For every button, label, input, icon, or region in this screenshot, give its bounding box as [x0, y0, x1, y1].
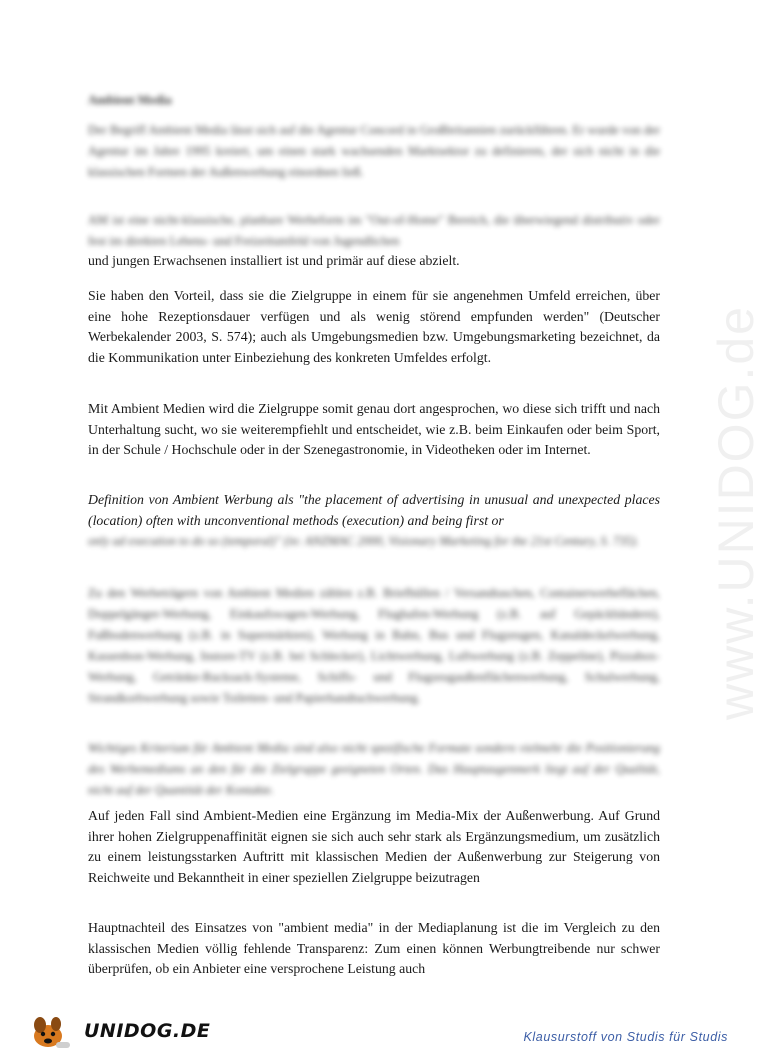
paragraph-4: Mit Ambient Medien wird die Zielgruppe somit genau dort angesprochen, wo diese sich trifft und nach Unterhaltung sucht, wo sie weiterempfiehlt und entscheidet, wie z.B. beim Einkaufen oder beim Sport, in der Schule / Hochschule oder in der Szenegastronomie, in Videotheken oder im Internet. — [88, 401, 660, 458]
dog-icon — [26, 1012, 86, 1052]
paragraph-3: Sie haben den Vorteil, dass sie die Zielgruppe in einem für sie angenehmen Umfeld erreichen, über eine hohe Rezeptionsdauer verfügen und als wenig störend empfunden werden" (Deutscher Werbekalender 2003, S. 574); auch als Umgebungsmedien bzw. Umgebungsmarketing bezeichnet, da die Kommunikation unter Einbeziehung des konkreten Umfeldes erfolgt. — [88, 288, 660, 365]
paragraph-text: Zu den Werbeträgern von Ambient Medien zählen z.B. Briefhüllen / Versandtaschen, Containerwerbeflächen, Doppelgänger-Werbung, Einkaufswagen-Werbung, Flughafen-Werbung (z.B. auf Gepäckbändern), Fußbodenwerbung (z.B. in Supermärkten), Werbung in Bahn, Bus und Flugzeugen, Kanaldeckelwerbung, Kassenbon-Werbung, Instore-TV (z.B. bei Schlecker), Lichtwerbung, Luftwerbung (z.B. Zeppeline), Pizzabox-Werbung, Getränke-Rucksack-Systeme, Schiffs- und Flugzeugaußenflächenwerbung, Schulwerbung, Strandkorbwerbung sowie Toiletten- und Papierhandtuchwerbung. — [88, 586, 660, 705]
paragraph-text: Der Begriff Ambient Media lässt sich auf die Agentur Concord in Großbritannien zurückführen. Er wurde von der Agentur im Jahre 1995 kreiert, um einen stark wachsenden Marktsektor zu definieren, der sich nicht in die klassischen Formen der Außenwerbung einordnen ließ. — [88, 123, 660, 179]
logo-text: UNIDOG.DE — [84, 1020, 211, 1042]
footer-tagline: Klausurstoff von Studis für Studis — [523, 1030, 728, 1044]
paragraph-2-last-line: und jungen Erwachsenen installiert ist und primär auf diese abzielt. — [88, 253, 460, 268]
paragraph-8: Auf jeden Fall sind Ambient-Medien eine Ergänzung im Media-Mix der Außenwerbung. Auf Grund ihrer hohen Zielgruppenaffinität eignen sie sich auch sehr stark als Ergänzungsmedium, um zusätzlich zu einem leistungsstarken Auftritt mit klassischen Medien der Außenwerbung zur Steigerung von Reichweite und Bekanntheit in einer speziellen Zielgruppe beizutragen — [88, 808, 660, 885]
blurred-paragraph-6 — [88, 583, 660, 709]
watermark: www.UNIDOG.de — [708, 305, 764, 720]
paragraph-text: Wichtiges Kriterium für Ambient Media sind also nicht spezifische Formate sondern vielmehr die Positionierung des Werbemediums an den für die Zielgruppe geeigneten Orten. Das Hauptaugenmerk liegt auf der Qualität, nicht auf der Quantität der Kontakte. — [88, 741, 660, 797]
paragraph-5-definition: Definition von Ambient Werbung als "the placement of advertising in unusual and unexpected places (location) often with unconventional methods (execution) and being first or — [88, 492, 660, 528]
paragraph-text: AM ist eine nicht-klassische, planbare Werbeform im "Out-of-Home" Bereich, die überwiegend distributiv oder fest im direkten Lebens- und Freizeitumfeld von Jugendlichen — [88, 213, 660, 248]
blurred-heading — [88, 90, 660, 111]
paragraph-text: only ad execution to do so (temporal)" (in: ANZMAC 2000, Visionary Marketing for the 21st Century, S. 735). — [88, 534, 639, 548]
blurred-paragraph-2 — [88, 210, 660, 252]
paragraph-9: Hauptnachteil des Einsatzes von "ambient media" in der Mediaplanung ist die im Vergleich zu den klassischen Medien völlig fehlende Transparenz: Zum einen können Werbungtreibende nur schwer überprüfen, ob ein Anbieter eine versprochene Leistung auch — [88, 920, 660, 977]
blurred-paragraph-7 — [88, 738, 660, 801]
blurred-paragraph-5-tail — [88, 531, 660, 552]
blurred-paragraph-1 — [88, 120, 660, 183]
section-heading: Ambient Media — [88, 93, 172, 107]
unidog-logo[interactable] — [26, 1012, 211, 1050]
